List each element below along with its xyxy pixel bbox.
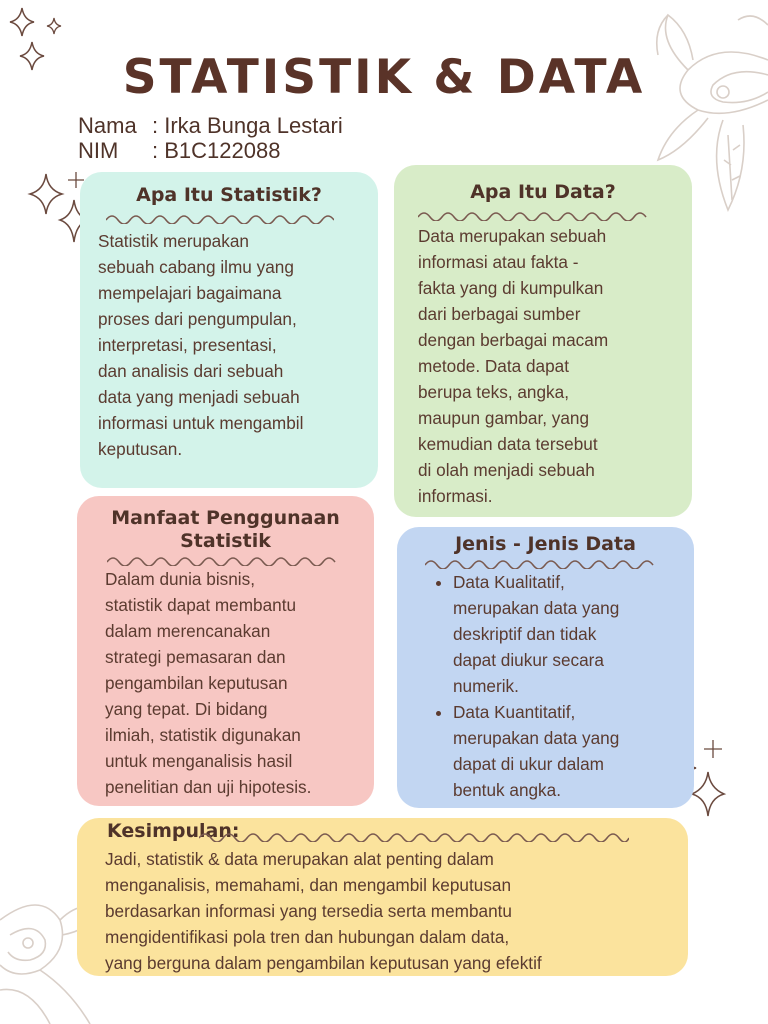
page-title: STATISTIK & DATA — [122, 50, 646, 105]
card-apa-itu-statistik — [80, 172, 378, 488]
text-line: Jadi, statistik & data merupakan alat penting dalam — [105, 849, 494, 869]
card-statistik-title: Apa Itu Statistik? — [136, 184, 322, 206]
text-line: berdasarkan informasi yang tersedia serta membantu — [105, 901, 512, 921]
text-line: merupakan data yang — [453, 728, 620, 748]
wave-divider-icon — [106, 212, 334, 224]
text-line: statistik dapat membantu — [105, 595, 297, 615]
text-line: sebuah cabang ilmu yang — [98, 257, 294, 277]
card-jenis-title: Jenis - Jenis Data — [455, 533, 636, 555]
text-line: informasi untuk mengambil — [98, 413, 304, 433]
wave-divider-icon — [425, 557, 655, 569]
nim-label: NIM — [78, 138, 119, 163]
text-line: proses dari pengumpulan, — [98, 309, 297, 329]
jenis-data-list — [435, 569, 703, 803]
name-value: : Irka Bunga Lestari — [152, 113, 343, 138]
text-line: informasi. — [418, 486, 493, 506]
text-line: Data merupakan sebuah — [418, 226, 607, 246]
card-manfaat-title-line1: Manfaat Penggunaan — [111, 507, 340, 529]
text-line: pengambilan keputusan — [105, 673, 288, 693]
text-line: yang berguna dalam pengambilan keputusan yang efektif — [105, 953, 542, 973]
text-line: dengan berbagai macam — [418, 330, 609, 350]
name-row — [78, 113, 343, 138]
name-label: Nama — [78, 113, 137, 138]
text-line: dapat di ukur dalam — [453, 754, 604, 774]
text-line: mempelajari bagaimana — [98, 283, 282, 303]
text-line: untuk menganalisis hasil — [105, 751, 293, 771]
text-line: berupa teks, angka, — [418, 382, 569, 402]
card-jenis-data — [397, 527, 694, 808]
student-identity — [78, 113, 343, 163]
text-line: interpretasi, presentasi, — [98, 335, 277, 355]
text-line: fakta yang di kumpulkan — [418, 278, 604, 298]
card-manfaat-body — [105, 566, 373, 800]
text-line: informasi atau fakta - — [418, 252, 579, 272]
nim-row — [78, 138, 343, 163]
text-line: • Data Kuantitatif, — [453, 702, 576, 722]
card-statistik-body — [98, 228, 373, 462]
text-line: • Data Kualitatif, — [453, 572, 565, 592]
text-line: dari berbagai sumber — [418, 304, 581, 324]
card-kesimpulan-title: Kesimpulan: — [107, 820, 240, 842]
card-manfaat-title-line2: Statistik — [180, 530, 271, 552]
card-data-title: Apa Itu Data? — [470, 181, 616, 203]
text-line: merupakan data yang — [453, 598, 620, 618]
text-line: kemudian data tersebut — [418, 434, 598, 454]
text-line: bentuk angka. — [453, 780, 561, 800]
card-data-body — [418, 223, 688, 509]
wave-divider-icon — [107, 554, 337, 566]
text-line: strategi pemasaran dan — [105, 647, 286, 667]
card-apa-itu-data — [394, 165, 692, 517]
text-line: numerik. — [453, 676, 519, 696]
text-line: keputusan. — [98, 439, 183, 459]
text-line: menganalisis, memahami, dan mengambil keputusan — [105, 875, 512, 895]
wave-divider-icon — [199, 830, 629, 842]
text-line: mengidentifikasi pola tren dan hubungan dalam data, — [105, 927, 510, 947]
text-line: metode. Data dapat — [418, 356, 569, 376]
text-line: deskriptif dan tidak — [453, 624, 597, 644]
text-line: penelitian dan uji hipotesis. — [105, 777, 312, 797]
list-item — [453, 569, 703, 699]
text-line: di olah menjadi sebuah — [418, 460, 595, 480]
text-line: ilmiah, statistik digunakan — [105, 725, 301, 745]
list-item — [453, 699, 703, 803]
card-kesimpulan-body — [105, 846, 685, 976]
text-line: dan analisis dari sebuah — [98, 361, 284, 381]
nim-value: : B1C122088 — [152, 138, 281, 163]
text-line: data yang menjadi sebuah — [98, 387, 300, 407]
text-line: dapat diukur secara — [453, 650, 604, 670]
text-line: dalam merencanakan — [105, 621, 271, 641]
text-line: maupun gambar, yang — [418, 408, 590, 428]
card-kesimpulan — [77, 818, 688, 976]
card-manfaat-statistik — [77, 496, 374, 806]
text-line: Dalam dunia bisnis, — [105, 569, 255, 589]
text-line: yang tepat. Di bidang — [105, 699, 268, 719]
wave-divider-icon — [418, 209, 648, 221]
text-line: Statistik merupakan — [98, 231, 249, 251]
